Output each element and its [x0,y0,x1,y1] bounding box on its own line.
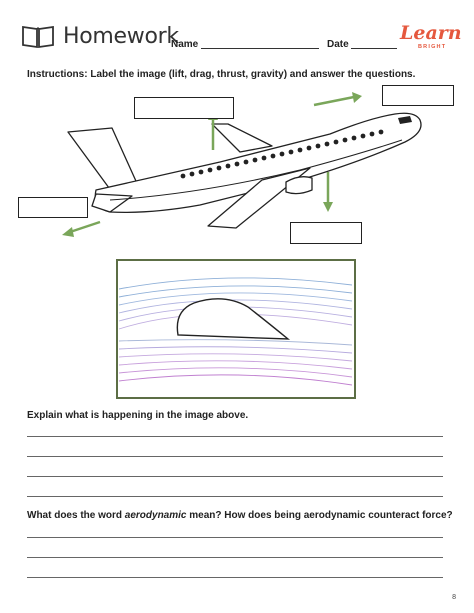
name-label: Name [171,39,199,50]
label-box-left[interactable] [18,197,88,218]
logo-tagline: BRIGHT [418,44,447,50]
answer-line[interactable] [27,496,443,497]
page-title: Homework [63,24,179,49]
answer-line[interactable] [27,476,443,477]
answer-line[interactable] [27,577,443,578]
label-box-top-left[interactable] [134,97,234,119]
question-1-text: Explain what is happening in the image above. [27,410,249,421]
answer-line[interactable] [27,557,443,558]
answer-line[interactable] [27,436,443,437]
date-label: Date [327,39,349,50]
label-box-right[interactable] [290,222,362,244]
logo: Learn [400,22,462,44]
question-1 [27,410,248,421]
page-number: 8 [452,594,456,601]
instructions: Instructions: Label the image (lift, drag, thrust, gravity) and answer the questions. [27,69,416,80]
airflow-diagram [116,259,356,399]
question-2-italic-term: aerodynamic [124,510,187,521]
answer-line[interactable] [27,537,443,538]
answer-line[interactable] [27,456,443,457]
question-2-text-end: mean? How does being aerodynamic counteract force? [186,510,453,521]
question-2 [27,510,453,521]
question-2-text-start: What does the word [27,510,125,521]
label-box-top-right[interactable] [382,85,454,106]
